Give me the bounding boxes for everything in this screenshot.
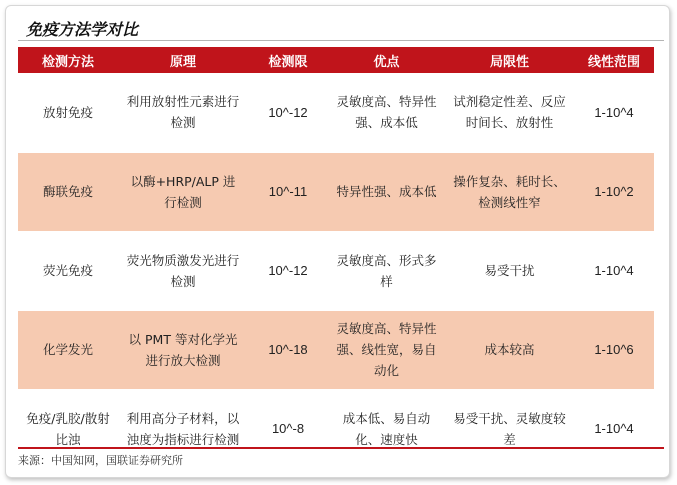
cell-limitations: 试剂稳定性差、反应时间长、放射性 bbox=[445, 73, 574, 152]
cell-detection-limit: 10^-12 bbox=[248, 231, 328, 310]
header-principle: 原理 bbox=[118, 47, 248, 73]
cell-method: 化学发光 bbox=[18, 310, 118, 389]
cell-detection-limit: 10^-12 bbox=[248, 73, 328, 152]
cell-detection-limit: 10^-11 bbox=[248, 152, 328, 231]
cell-advantages: 成本低、易自动化、速度快 bbox=[328, 389, 445, 468]
cell-principle: 以酶+HRP/ALP 进行检测 bbox=[118, 152, 248, 231]
figure-title: 免疫方法学对比 bbox=[26, 20, 139, 39]
cell-limitations: 易受干扰 bbox=[445, 231, 574, 310]
cell-advantages: 灵敏度高、特异性强、线性宽，易自动化 bbox=[328, 310, 445, 389]
cell-linear-range: 1-10^2 bbox=[574, 152, 654, 231]
cell-limitations: 操作复杂、耗时长、检测线性窄 bbox=[445, 152, 574, 231]
table-row bbox=[18, 231, 654, 310]
table-header-row bbox=[18, 47, 654, 73]
cell-detection-limit: 10^-18 bbox=[248, 310, 328, 389]
cell-principle: 利用高分子材料，以浊度为指标进行检测 bbox=[118, 389, 248, 468]
cell-method: 放射免疫 bbox=[18, 73, 118, 152]
cell-advantages: 特异性强、成本低 bbox=[328, 152, 445, 231]
header-detection-limit: 检测限 bbox=[248, 47, 328, 73]
cell-principle: 利用放射性元素进行检测 bbox=[118, 73, 248, 152]
cell-principle: 以 PMT 等对化学光进行放大检测 bbox=[118, 310, 248, 389]
cell-detection-limit: 10^-8 bbox=[248, 389, 328, 468]
table-row bbox=[18, 310, 654, 389]
cell-method: 荧光免疫 bbox=[18, 231, 118, 310]
cell-limitations: 成本较高 bbox=[445, 310, 574, 389]
cell-linear-range: 1-10^6 bbox=[574, 310, 654, 389]
comparison-table bbox=[18, 47, 654, 469]
cell-method: 酶联免疫 bbox=[18, 152, 118, 231]
table-row bbox=[18, 73, 654, 152]
header-linear-range: 线性范围 bbox=[574, 47, 654, 73]
cell-linear-range: 1-10^4 bbox=[574, 389, 654, 468]
cell-advantages: 灵敏度高、形式多样 bbox=[328, 231, 445, 310]
header-method: 检测方法 bbox=[18, 47, 118, 73]
header-limitations: 局限性 bbox=[445, 47, 574, 73]
cell-principle: 荧光物质激发光进行检测 bbox=[118, 231, 248, 310]
footer-divider bbox=[18, 447, 664, 449]
table-row bbox=[18, 152, 654, 231]
header-advantages: 优点 bbox=[328, 47, 445, 73]
cell-limitations: 易受干扰、灵敏度较差 bbox=[445, 389, 574, 468]
source-note: 来源：中国知网，国联证券研究所 bbox=[18, 454, 183, 467]
cell-linear-range: 1-10^4 bbox=[574, 231, 654, 310]
title-divider bbox=[18, 40, 664, 41]
cell-linear-range: 1-10^4 bbox=[574, 73, 654, 152]
cell-advantages: 灵敏度高、特异性强、成本低 bbox=[328, 73, 445, 152]
cell-method: 免疫/乳胶/散射比浊 bbox=[18, 389, 118, 468]
